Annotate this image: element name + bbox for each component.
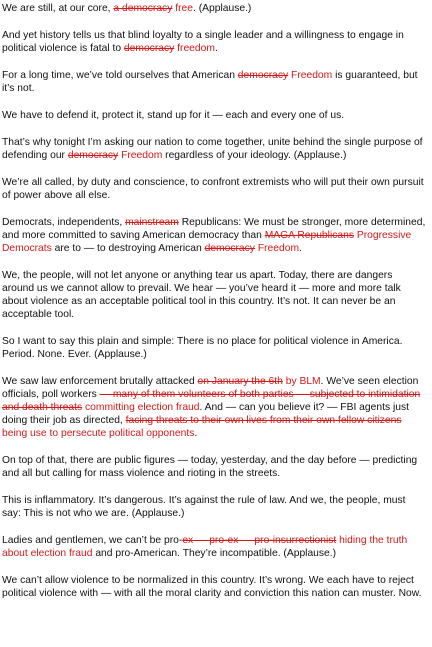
paragraph xyxy=(2,494,426,520)
inserted-text: by BLM xyxy=(285,376,321,387)
deleted-text: — many of them volunteers of both parties — subjected to intimidation and death threats xyxy=(2,389,421,413)
inserted-text: committing election fraud xyxy=(85,402,200,413)
paragraph xyxy=(2,454,426,480)
body-text: We are still, at our core, xyxy=(2,3,114,14)
body-text: On top of that, there are public figures — today, yesterday, and the day before — predicting and all but calling for mass violence and rioting in the streets. xyxy=(2,455,418,479)
body-text: . We’ve seen election officials, poll workers xyxy=(2,376,419,400)
body-text: . xyxy=(299,243,302,254)
inserted-text: freedom xyxy=(177,43,215,54)
paragraph xyxy=(2,216,426,255)
paragraph xyxy=(2,269,426,321)
paragraph xyxy=(2,534,426,560)
inserted-text: free xyxy=(175,3,193,14)
body-text: are to — to destroying American xyxy=(51,243,205,254)
paragraph xyxy=(2,574,426,600)
body-text: . (Applause.) xyxy=(192,3,252,14)
deleted-text: democracy xyxy=(237,70,289,81)
body-text: We saw law enforcement brutally attacked xyxy=(2,376,198,387)
inserted-text: being use to persecute political opponents xyxy=(2,428,195,439)
deleted-text: on January the 6th xyxy=(197,376,283,387)
deleted-text: MAGA Republicans xyxy=(264,230,354,241)
deleted-text: democracy xyxy=(67,150,119,161)
paragraph xyxy=(2,69,426,95)
paragraph xyxy=(2,176,426,202)
body-text: We have to defend it, protect it, stand up for it — each and every one of us. xyxy=(2,110,345,121)
body-text: For a long time, we’ve told ourselves that American xyxy=(2,70,238,81)
body-text: is guaranteed, but it’s not. xyxy=(2,70,418,94)
paragraph xyxy=(2,109,426,122)
body-text: So I want to say this plain and simple: There is no place for political violence in America. Period. None. Ever. (Applause.) xyxy=(2,336,403,360)
body-text: This is inflammatory. It’s dangerous. It’s against the rule of law. And we, the people, must say: This is not who we are. (Applause.) xyxy=(2,495,406,519)
deleted-text: facing threats to their own lives from their own fellow citizens xyxy=(125,415,402,426)
body-text: Ladies and gentlemen, we can’t be pro- xyxy=(2,535,183,546)
paragraph xyxy=(2,29,426,55)
deleted-text: a democracy xyxy=(113,3,173,14)
paragraph xyxy=(2,335,426,361)
inserted-text: Progressive Democrats xyxy=(2,230,412,254)
body-text: . xyxy=(194,428,198,439)
deleted-text: democracy xyxy=(204,243,255,254)
body-text: We’re all called, by duty and conscience, to confront extremists who will put their own pursuit of power above all else. xyxy=(2,177,424,201)
paragraph xyxy=(2,136,426,162)
body-text: That’s why tonight I’m asking our nation to come together, unite behind the single purpose of defending our xyxy=(2,137,423,161)
inserted-text: Freedom xyxy=(291,70,333,81)
body-text: . And — can you believe it? — FBI agents just doing their job as directed, xyxy=(2,402,409,426)
paragraph xyxy=(2,2,426,15)
inserted-text: Freedom xyxy=(257,243,300,254)
inserted-text: hiding the truth about election fraud xyxy=(2,535,408,559)
body-text: and pro-American. They’re incompatible. (Applause.) xyxy=(92,548,337,559)
body-text: We can’t allow violence to be normalized in this country. It’s wrong. We each have to reject political violence with — with all the moral clarity and conviction this nation can muster. Now. xyxy=(2,575,422,599)
deleted-text: mainstream xyxy=(125,217,179,228)
deleted-text: ex — pro-ex — pro-insurrectionist xyxy=(182,535,337,546)
body-text: And yet history tells us that blind loyalty to a single leader and a willingness to engage in political violence is fatal to xyxy=(2,30,404,54)
body-text: Republicans: We must be stronger, more determined, and more committed to saving American democracy than xyxy=(2,217,426,241)
paragraph xyxy=(2,375,426,440)
body-text: regardless of your ideology. (Applause.) xyxy=(162,150,347,161)
body-text: Democrats, independents, xyxy=(2,217,126,228)
body-text: We, the people, will not let anyone or anything tear us apart. Today, there are dangers around us we cannot allow to prevail. We hear — you’ve heard it — more and more talk about violence as an acceptable political tool in this country. It’s not. It can never be an acceptable tool. xyxy=(2,270,401,320)
body-text: . xyxy=(214,43,218,54)
inserted-text: Freedom xyxy=(121,150,163,161)
deleted-text: democracy xyxy=(123,43,175,54)
